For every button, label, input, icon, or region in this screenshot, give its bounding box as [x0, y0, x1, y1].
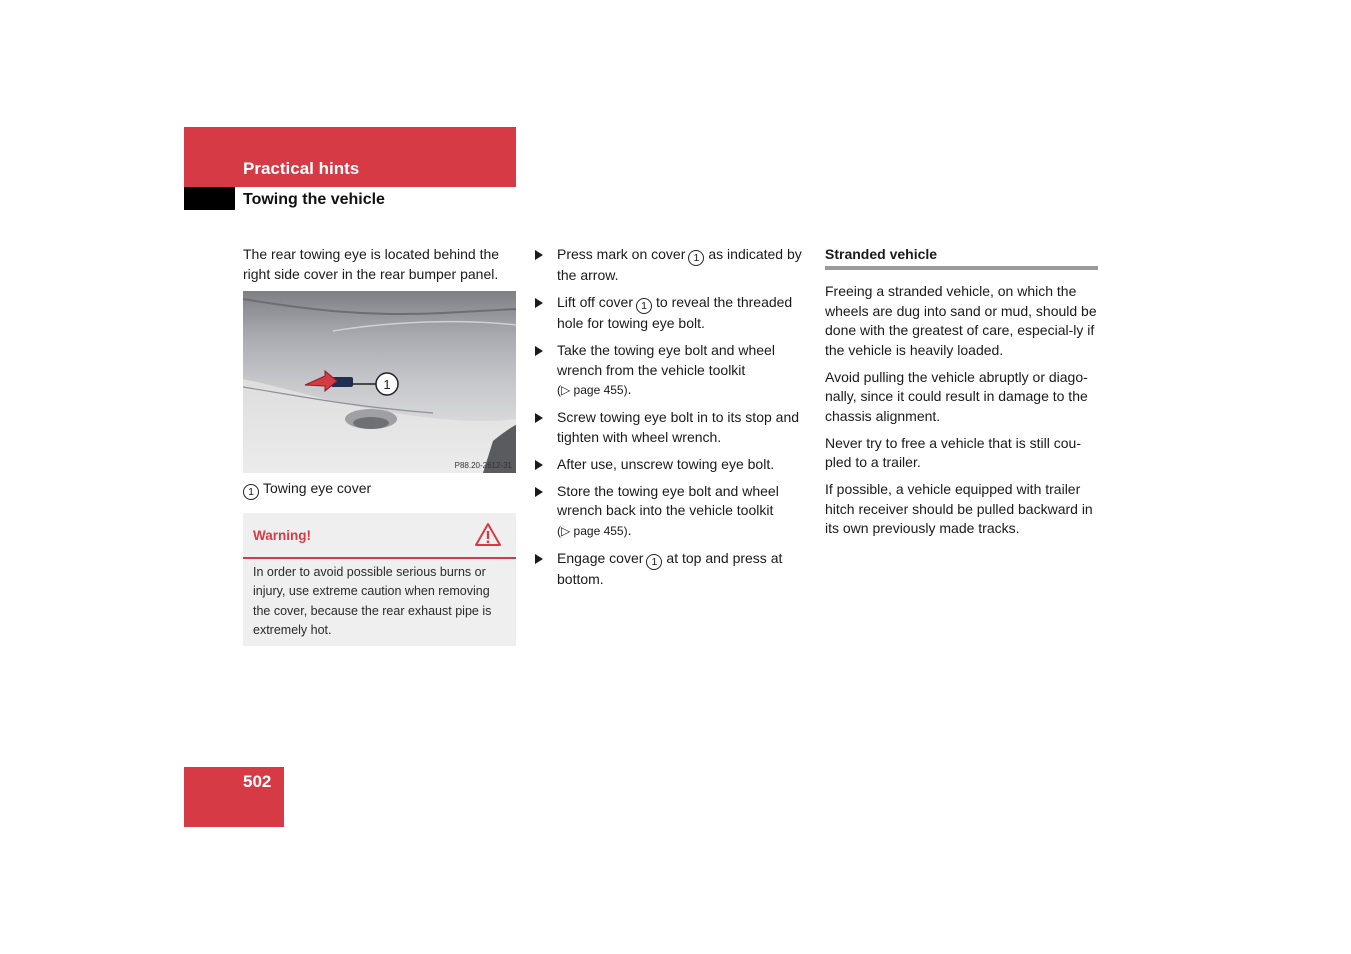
intro-paragraph: The rear towing eye is located behind the right side cover in the rear bumper panel. — [243, 246, 500, 282]
step-text: Lift off cover — [557, 294, 634, 310]
step-5 — [535, 455, 810, 475]
paragraph: If possible, a vehicle equipped with trailer hitch receiver should be pulled backward in its own previously made tracks. — [825, 481, 1093, 536]
bullet-triangle-icon — [535, 487, 543, 497]
step-text: Take the towing eye bolt and wheel wrench from the vehicle toolkit — [557, 342, 775, 378]
bullet-triangle-icon — [535, 346, 543, 356]
stranded-vehicle-text — [825, 282, 1100, 546]
bullet-triangle-icon — [535, 460, 543, 470]
page-reference: (▷ page 455) — [557, 383, 628, 397]
warning-divider — [243, 557, 516, 559]
step-1 — [535, 245, 810, 286]
figure-caption — [243, 479, 516, 500]
step-6 — [535, 482, 810, 542]
callout-number-icon: 1 — [646, 554, 662, 570]
step-text: Press mark on cover — [557, 246, 686, 262]
instruction-steps — [535, 245, 810, 597]
step-text: to reveal the threaded hole for towing eye bolt. — [557, 294, 793, 331]
step-text: . — [627, 521, 632, 538]
section-title: Practical hints — [243, 159, 360, 178]
page-title: Towing the vehicle — [243, 191, 385, 208]
photo-callout-number: 1 — [383, 377, 391, 392]
step-text: . — [627, 381, 632, 397]
heading-rule — [825, 266, 1098, 270]
caption-text: Towing eye cover — [263, 480, 372, 496]
paragraph: Avoid pulling the vehicle abruptly or diago-nally, since it could result in damage to the chassis alignment. — [825, 368, 1088, 424]
page-number: 502 — [243, 772, 272, 791]
step-2 — [535, 293, 810, 334]
page-reference: (▷ page 455) — [557, 523, 628, 538]
paragraph: Freeing a stranded vehicle, on which the wheels are dug into sand or mud, should be done with the greatest of care, especial-ly if the vehicle is heavily loaded. — [825, 283, 1097, 358]
step-text: Store the towing eye bolt and wheel wrench back into the vehicle toolkit — [557, 482, 779, 518]
bullet-triangle-icon — [535, 413, 543, 423]
bullet-triangle-icon — [535, 554, 543, 564]
step-text: at top and press at bottom. — [557, 549, 783, 587]
callout-number-icon: 1 — [636, 298, 652, 314]
header-marker — [184, 187, 235, 210]
step-7 — [535, 549, 810, 590]
step-text: Engage cover — [557, 549, 644, 566]
warning-title: Warning! — [253, 528, 311, 543]
step-text: Screw towing eye bolt in to its stop and tighten with wheel wrench. — [557, 409, 800, 445]
step-4 — [535, 408, 810, 447]
bullet-triangle-icon — [535, 250, 543, 260]
towing-eye-photo — [243, 291, 516, 473]
callout-number-icon: 1 — [243, 484, 259, 500]
step-3 — [535, 341, 810, 401]
paragraph: Never try to free a vehicle that is still cou-pled to a trailer. — [825, 434, 1081, 470]
stranded-vehicle-heading: Stranded vehicle — [825, 246, 938, 262]
step-text: as indicated by the arrow. — [557, 246, 802, 283]
callout-number-icon: 1 — [688, 250, 704, 266]
bullet-triangle-icon — [535, 298, 543, 308]
warning-triangle-icon — [474, 522, 502, 547]
image-code: P88.20-2612-31 — [454, 461, 512, 470]
warning-text: In order to avoid possible serious burns or injury, use extreme caution when removing the cover, because the rear exhaust pipe is extremely hot. — [253, 565, 492, 637]
step-text: After use, unscrew towing eye bolt. — [557, 455, 775, 472]
